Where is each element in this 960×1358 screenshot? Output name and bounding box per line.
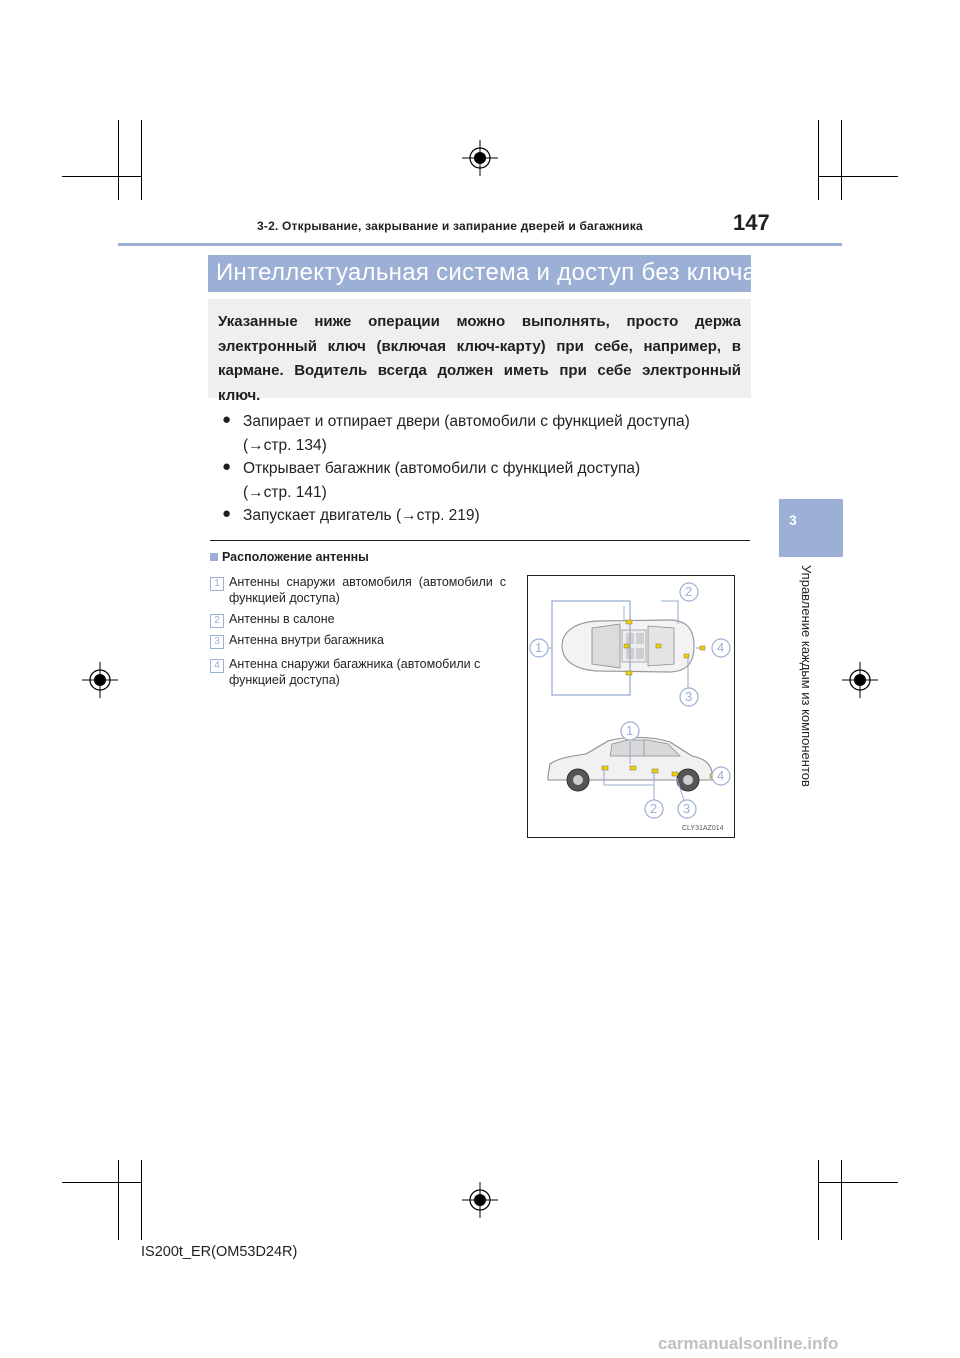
crop-mark [141,120,142,200]
figure-code: CLY31AZ014 [682,825,724,832]
crop-mark [118,120,119,200]
watermark: carmanualsonline.info [658,1334,839,1353]
antenna-description: Антенны снаружи автомобиля (автомобили с функцией доступа) [229,575,506,605]
antenna-description: Антенны в салоне [229,612,335,626]
crop-mark [118,1160,119,1240]
callout-number: 2 [685,584,693,599]
car-top-view [538,601,705,695]
car-illustration [528,576,734,837]
section-heading [210,550,369,564]
callout-number: 4 [717,768,725,783]
section-header: 3-2. Открывание, закрывание и запирание дверей и багажника [257,219,643,233]
callout-number: 2 [650,801,658,816]
registration-mark-icon [82,662,118,698]
crop-mark [818,1182,898,1183]
registration-mark-icon [842,662,878,698]
crop-mark [818,1160,819,1240]
bullet-line: Открывает багажник (автомобили с функцией доступа) [243,460,641,477]
callout-number: 1 [535,640,543,655]
crop-mark [141,1160,142,1240]
registration-mark-icon [462,1182,498,1218]
chapter-title: Управление каждым из компонентов [799,565,814,787]
bullet-icon: ● [222,458,232,475]
intro-text: Указанные ниже операции можно выполнять, просто держа электронный ключ (включая ключ-карту) при себе, например, в кармане. Водитель всегда должен иметь при себе электронный ключ. [218,313,741,404]
bullet-line: (→стр. 141) [243,484,327,501]
section-heading-label: Расположение антенны [222,550,369,564]
square-icon [210,553,218,561]
chapter-tab [779,499,843,557]
header-rule [118,243,842,246]
car-side-view [548,737,719,800]
callout-number: 4 [717,640,725,655]
callout-number: 1 [626,723,634,738]
antenna-number: 3 [210,635,224,649]
bullet-icon: ● [222,411,232,428]
bullet-icon: ● [222,505,232,522]
antenna-description: Антенна снаружи багажника (автомобили с функцией доступа) [229,657,481,687]
crop-mark [62,176,142,177]
bullet-line: Запускает двигатель (→стр. 219) [243,507,480,524]
chapter-number: 3 [789,512,797,528]
document-code: IS200t_ER(OM53D24R) [141,1244,298,1260]
divider [210,540,750,541]
antenna-number: 2 [210,614,224,628]
page-number: 147 [733,210,770,235]
antenna-description: Антенна внутри багажника [229,633,384,647]
crop-mark [841,1160,842,1240]
crop-mark [841,120,842,200]
callout-number: 3 [685,689,693,704]
antenna-location-figure [527,575,735,838]
crop-mark [818,120,819,200]
bullet-line: Запирает и отпирает двери (автомобили с функцией доступа) [243,413,690,430]
crop-mark [62,1182,142,1183]
antenna-number: 4 [210,659,224,673]
crop-mark [818,176,898,177]
bullet-line: (→стр. 134) [243,437,327,454]
callout-number: 3 [683,801,691,816]
antenna-number: 1 [210,577,224,591]
page-title: Интеллектуальная система и доступ без ключа [216,259,757,286]
registration-mark-icon [462,140,498,176]
